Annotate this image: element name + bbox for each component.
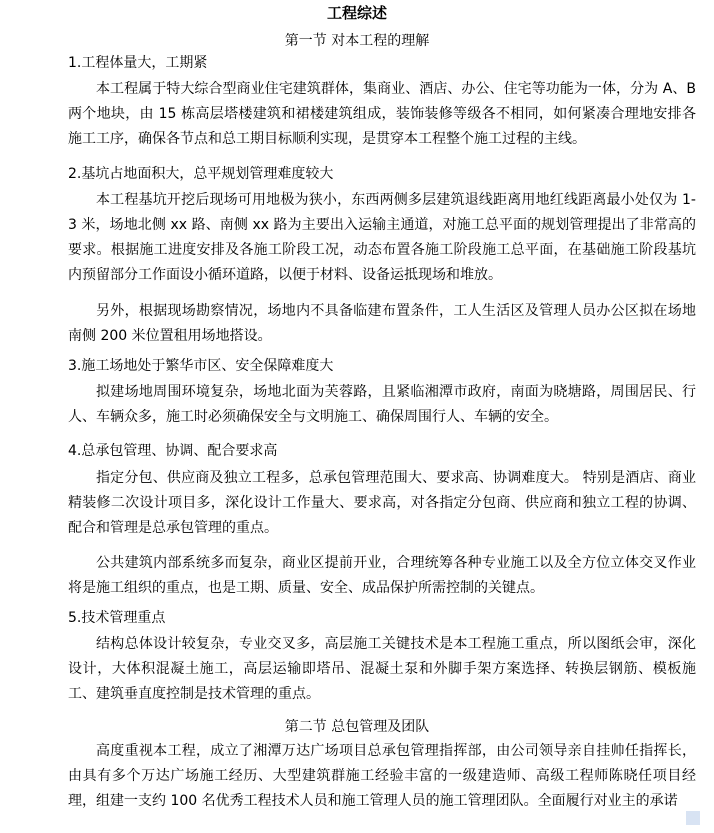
document-title: 工程综述 <box>326 4 387 22</box>
item-5-heading: 5.技术管理重点 <box>68 610 166 626</box>
item-4-paragraph-2: 公共建筑内部系统多而复杂，商业区提前开业，合理统筹各种专业施工以及全方位立体交叉作业将是施工组织的重点，也是工期、质量、安全、成品保护所需控制的关键点。 <box>68 555 696 596</box>
page-corner-marker <box>686 811 700 825</box>
section-2-paragraph-1: 高度重视本工程，成立了湘潭万达广场项目总承包管理指挥部，由公司领导亲自挂帅任指挥长，由具有多个万达广场施工经历、大型建筑群施工经验丰富的一级建造师、高级工程师陈晓任项目经理，组建一支约 100 名优秀工程技术人员和施工管理人员的施工管理团队。全面履行对业主的承诺 <box>68 743 696 809</box>
item-3-paragraph-1: 拟建场地周围环境复杂，场地北面为芙蓉路，且紧临湘潭市政府，南面为晓塘路，周围居民、行人、车辆众多，施工时必须确保安全与文明施工、确保周围行人、车辆的安全。 <box>68 384 696 425</box>
section-2-title: 第二节 总包管理及团队 <box>284 719 430 735</box>
section-1-title: 第一节 对本工程的理解 <box>284 33 430 49</box>
item-5-paragraph-1: 结构总体设计较复杂，专业交叉多，高层施工关键技术是本工程施工重点，所以图纸会审，深化设计，大体积混凝土施工，高层运输即塔吊、混凝土泵和外脚手架方案选择、转换层钢筋、模板施工、建筑垂直度控制是技术管理的重点。 <box>68 636 696 702</box>
item-2-paragraph-2: 另外，根据现场勘察情况，场地内不具备临建布置条件，工人生活区及管理人员办公区拟在场地南侧 200 米位置租用场地搭设。 <box>68 303 696 344</box>
item-3-heading: 3.施工场地处于繁华市区、安全保障难度大 <box>68 358 334 374</box>
item-2-heading: 2.基坑占地面积大，总平规划管理难度较大 <box>68 166 334 182</box>
item-4-heading: 4.总承包管理、协调、配合要求高 <box>68 443 278 459</box>
item-2-paragraph-1: 本工程基坑开挖后现场可用地极为狭小，东西两侧多层建筑退线距离用地红线距离最小处仅为 1-3 米，场地北侧 xx 路、南侧 xx 路为主要出入运输主通道，对施工总平面的规划管理提出了非常高的要求。根据施工进度安排及各施工阶段工况，动态布置各施工阶段施工总平面，在基础施工阶段基坑内预留部分工作面设小循环道路，以便于材料、设备运抵现场和堆放。 <box>68 192 696 283</box>
item-1-heading: 1.工程体量大，工期紧 <box>68 55 208 71</box>
item-1-paragraph-1: 本工程属于特大综合型商业住宅建筑群体，集商业、酒店、办公、住宅等功能为一体，分为 A、B两个地块，由 15 栋高层塔楼建筑和裙楼建筑组成，装饰装修等级各不相同，如何紧凑合理地安排各施工工序，确保各节点和总工期目标顺利实现，是贯穿本工程整个施工过程的主线。 <box>68 81 696 147</box>
item-4-paragraph-1: 指定分包、供应商及独立工程多，总承包管理范围大、要求高、协调难度大。 特别是酒店、商业精装修二次设计项目多，深化设计工作量大、要求高，对各指定分包商、供应商和独立工程的协调、配合和管理是总承包管理的重点。 <box>68 470 696 536</box>
